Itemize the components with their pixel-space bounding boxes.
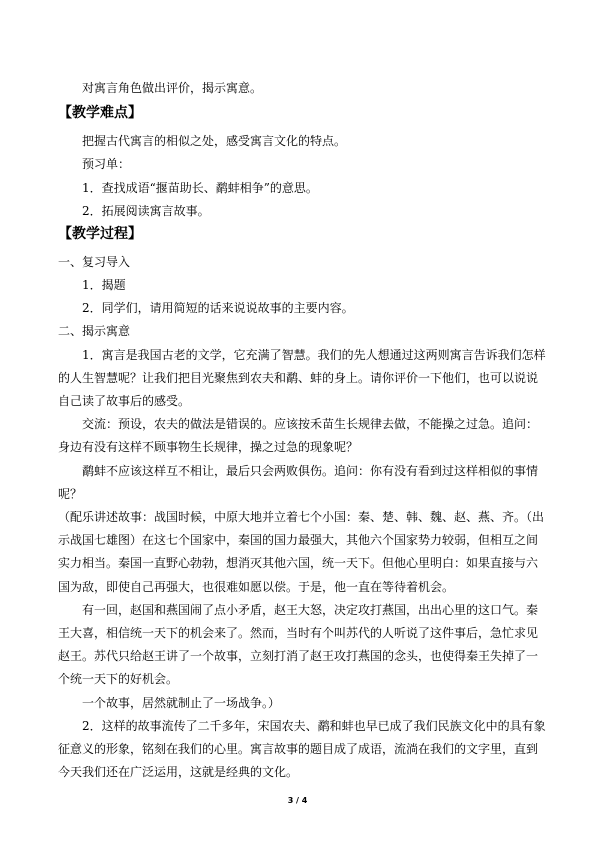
process-line: 交流：预设，农夫的做法是错误的。应该按禾苗生长规律去做，不能操之过急。追问： [82, 417, 539, 431]
page-number: 3 / 4 [287, 796, 308, 805]
process-line: （配乐讲述故事：战国时候，中原大地并立着七个小国：秦、楚、韩、魏、赵、燕、齐。（出 [58, 510, 545, 524]
process-line: 2．这样的故事流传了二千多年，宋国农夫、鹬和蚌也早已成了我们民族文化中的具有象 [82, 719, 546, 733]
process-line: 征意义的形象，铭刻在我们的心里。寓言故事的题目成了成语，流淌在我们的文字里，直到 [58, 742, 539, 756]
process-line: 的人生智慧呢？让我们把目光聚焦到农夫和鹬、蚌的身上。请你评价一下他们，也可以说说 [58, 371, 539, 385]
process-line: 国为敌，即使自己再强大，也很难如愿以偿。于是，他一直在等待着机会。 [58, 580, 455, 594]
process-line: 呢？ [58, 487, 83, 501]
process-line: 王大喜，相信统一天下的机会来了。然而，当时有个叫苏代的人听说了这件事后，急忙求见 [58, 626, 539, 640]
heading-teaching-difficulty: 【教学难点】 [58, 105, 142, 121]
process-line: 赵王。苏代只给赵王讲了一个故事，立刻打消了赵王攻打燕国的念头，也使得秦王失掉了一 [58, 649, 539, 663]
process-line: 鹬蚌不应该这样互不相让，最后只会两败俱伤。追问：你有没有看到过这样相似的事情 [82, 464, 539, 478]
process-line: 有一回，赵国和燕国闹了点小矛盾，赵王大怒，决定攻打燕国，出出心里的这口气。秦 [82, 603, 539, 617]
preview-item-1: 1．查找成语“揠苗助长、鹬蚌相争”的意思。 [82, 181, 318, 195]
preview-label: 预习单： [82, 157, 131, 171]
process-line: 自己读了故事后的感受。 [58, 394, 191, 408]
heading-teaching-process: 【教学过程】 [58, 226, 142, 242]
intro-line: 对寓言角色做出评价，揭示寓意。 [82, 81, 263, 95]
process-line: 二、揭示寓意 [58, 324, 131, 338]
difficulty-line: 把握古代寓言的相似之处，感受寓言文化的特点。 [82, 134, 347, 148]
preview-item-2: 2．拓展阅读寓言故事。 [82, 204, 210, 218]
process-line: 示战国七雄图）在这七个国家中，秦国的国力最强大，其他六个国家势力较弱，但相互之间 [58, 533, 539, 547]
process-line: 2．同学们，请用简短的话来说说故事的主要内容。 [82, 301, 354, 315]
process-line: 1．寓言是我国古老的文学，它充满了智慧。我们的先人想通过这两则寓言告诉我们怎样 [82, 348, 546, 362]
process-line: 身边有没有这样不顾事物生长规律，操之过急的现象呢？ [58, 440, 359, 454]
process-line: 一、复习导入 [58, 255, 131, 269]
process-line: 个统一天下的好机会。 [58, 672, 179, 686]
process-line: 实力相当。秦国一直野心勃勃，想消灭其他六国，统一天下。但他心里明白：如果直接与六 [58, 556, 539, 570]
process-line: 1．揭题 [82, 278, 126, 292]
process-line: 今天我们还在广泛运用，这就是经典的文化。 [58, 765, 299, 779]
process-line: 一个故事，居然就制止了一场战争。） [82, 696, 281, 710]
